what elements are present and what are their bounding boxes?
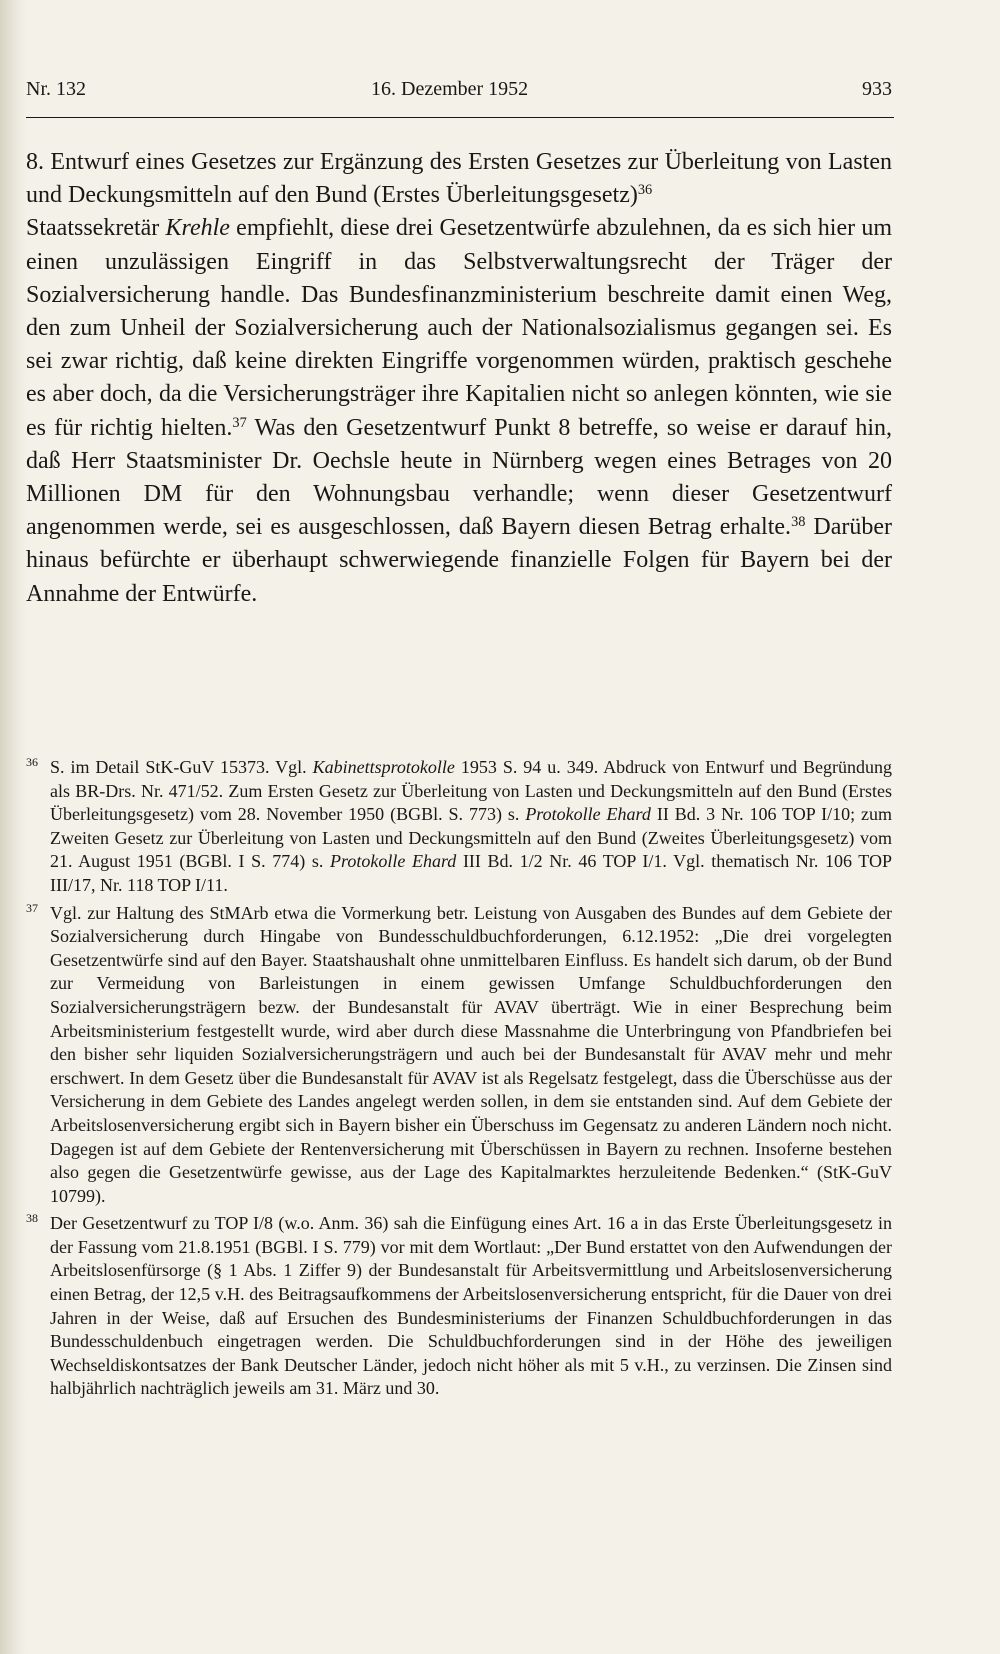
body-text-1: Staatssekretär: [26, 215, 166, 242]
body-text-2: empfiehlt, diese drei Gesetzentwürfe abzulehnen, da es sich hier um einen unzulässigen Eingriff in das Selbstverwaltungsrecht der Träger der Sozialversicherung handle. Das Bundesfinanzministerium beschreite damit einen Weg, den zum Unheil der Sozialversicherung auch der Nationalsozialismus gegangen sei. Es sei zwar richtig, daß keine direkten Eingriffe vorgenommen würden, praktisch geschehe es aber doch, da die Versicherungsträger ihre Kapitalien nicht so anlegen könnten, wie sie es für richtig hielten.: [26, 215, 892, 441]
footnote-ref-38[interactable]: 38: [791, 514, 806, 531]
body-text-4: Darüber hinaus befürchte er überhaupt schwerwiegende finanzielle Folgen für Bayern bei der Annahme der Entwürfe.: [26, 514, 892, 607]
footnote-ref-36[interactable]: 36: [637, 182, 653, 199]
footnotes: [26, 756, 892, 1405]
footnote-number: 36: [26, 755, 38, 769]
header-issue-number: Nr. 132: [26, 78, 86, 100]
main-text: [26, 146, 892, 611]
footnote-number: 38: [26, 1211, 38, 1226]
page-gutter-shadow: [0, 0, 26, 1654]
running-header: [26, 78, 892, 108]
footnote-text: 1953 S. 94 u. 349. Abdruck von Entwurf und Begründung als BR-Drs. Nr. 471/52. Zum Ersten Gesetz zur Überleitung von Lasten und Deckungsmitteln auf den Bund (Erstes Überleitungsgesetz) vom 28. November 1950 (BGBl. S. 773) s.: [50, 757, 892, 825]
header-rule: [26, 117, 894, 118]
footnote-text: III Bd. 1/2 Nr. 46 TOP I/1. Vgl. thematisch Nr. 106 TOP III/17, Nr. 118 TOP I/11.: [50, 851, 892, 895]
footnote-citation-title: Protokolle Ehard: [330, 851, 457, 872]
footnote-text: Vgl. zur Haltung des StMArb etwa die Vormerkung betr. Leistung von Ausgaben des Bundes auf dem Gebiete der Sozialversicherung durch Hingabe von Bundesschuldbuchforderungen, 6.12.1952: „Die drei vorgelegten Gesetzentwürfe sind auf den Bayer. Staatshaushalt ohne unmittelbaren Einfluss. Es handelt sich darum, ob der Bund zur Vermeidung von Barleistungen in einem gewissen Umfange Schuldbuchforderungen den Sozialversicherungsträgern bezw. der Bundesanstalt für AVAV überträgt. Wie in einer Besprechung beim Arbeitsministerium festgestellt wurde, wird aber durch diese Massnahme die Unterbringung von Pfandbriefen bei den bisher sehr liquiden Sozialversicherungsträgern und auch bei der Bundesanstalt für AVAV mehr und mehr erschwert. In dem Gesetz über die Bundesanstalt für AVAV ist als Regelsatz festgelegt, dass die Überschüsse aus der Versicherung in dem Gebiete des Landes angelegt werden sollen, in dem sie entstanden sind. Auf dem Gebiete der Arbeitslosenversicherung ergibt sich in Bayern bisher ein Überschuss im Gegensatz zu anderen Ländern noch nicht. Dagegen ist auf dem Gebiete der Rentenversicherung mit Überschüssen in Bayern zu rechnen. Insoferne bestehen also gegen die Gesetzentwürfe gewisse, aus der Lage des Kapitalmarktes herzuleitende Bedenken.“ (StK-GuV 10799).: [50, 902, 892, 1206]
footnote-38: [26, 1212, 892, 1401]
footnote-number: 37: [26, 900, 38, 915]
footnote-citation-title: Protokolle Ehard: [525, 804, 651, 825]
footnote-37: [26, 902, 892, 1209]
footnote-text: Der Gesetzentwurf zu TOP I/8 (w.o. Anm. 36) sah die Einfügung eines Art. 16 a in das Erste Überleitungsgesetz in der Fassung vom 21.8.1951 (BGBl. I S. 779) vor mit dem Wortlaut: „Der Bund erstattet von den Aufwendungen der Arbeitslosenfürsorge (§ 1 Abs. 1 Ziffer 9) der Bundesanstalt für Arbeitsvermittlung und Arbeitslosenversicherung einen Betrag, der 12,5 v.H. des Beitragsaufkommens der Arbeitslosenversicherung entspricht, für die Dauer von drei Jahren in der Weise, daß auf Ersuchen des Bundesministeriums der Finanzen Schuldbuchforderungen in das Bundesschuldenbuch eingetragen werden. Die Schuldbuchforderungen sind in der Höhe des jeweiligen Wechseldiskontsatzes der Bank Deutscher Länder, jedoch nicht höher als mit 5 v.H., zu verzinsen. Die Zinsen sind halbjährlich nachträglich jeweils am 31. März und 30.: [50, 1213, 892, 1399]
footnote-citation-title: Kabinettsprotokolle: [312, 757, 455, 777]
footnote-text: S. im Detail StK-GuV 15373. Vgl.: [50, 757, 313, 777]
body-text-3: Was den Gesetzentwurf Punkt 8 betreffe, so weise er darauf hin, daß Herr Staatsminister Dr. Oechsle heute in Nürnberg wegen eines Betrages von 20 Millionen DM für den Wohnungsbau verhandle; wenn dieser Gesetzentwurf angenommen werde, sei es ausgeschlossen, daß Bayern diesen Betrag erhalte.: [26, 414, 892, 541]
agenda-item-text: 8. Entwurf eines Gesetzes zur Ergänzung des Ersten Gesetzes zur Überleitung von Lasten und Deckungsmitteln auf den Bund (Erstes Überleitungsgesetz): [26, 149, 892, 209]
header-date: 16. Dezember 1952: [371, 78, 529, 100]
footnote-ref-37[interactable]: 37: [232, 414, 247, 431]
footnote-36: [26, 756, 892, 898]
footnote-text: II Bd. 3 Nr. 106 TOP I/10; zum Zweiten Gesetz zur Überleitung von Lasten und Deckungsmitteln auf den Bund (Zweites Überleitungsgesetz) vom 21. August 1951 (BGBl. I S. 774) s.: [50, 804, 892, 872]
speaker-name: Krehle: [165, 215, 230, 242]
agenda-item-heading: [26, 146, 892, 212]
body-paragraph: [26, 212, 892, 610]
page-number: 933: [862, 78, 892, 100]
